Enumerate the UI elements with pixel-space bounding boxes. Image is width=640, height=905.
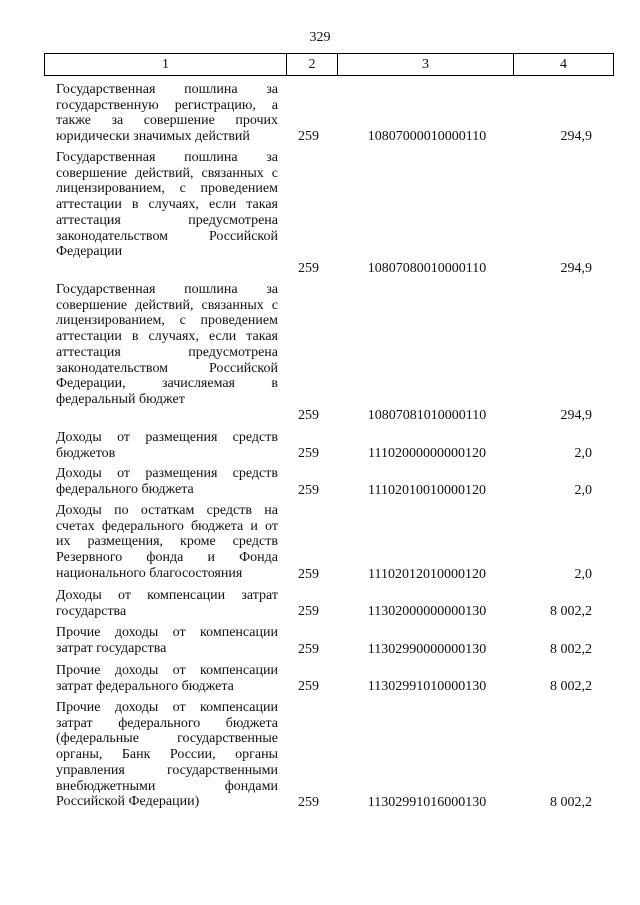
header-col-4: 4 xyxy=(560,56,567,72)
row-description: Государственная пошлина за совершение действий, связанных с лицензированием, с проведением аттестации в случаях, если такая аттестация предусмотрена законодательством Российской Федерации xyxy=(56,150,278,260)
row-description: Доходы от размещения средств федерального бюджета xyxy=(56,466,278,497)
row-kbk: 11302991010000130 xyxy=(367,679,487,694)
row-admin-code: 259 xyxy=(298,408,319,423)
row-admin-code: 259 xyxy=(298,446,319,461)
page-number: 329 xyxy=(309,30,331,45)
row-admin-code: 259 xyxy=(298,129,319,144)
row-kbk: 10807081010000110 xyxy=(367,408,487,423)
row-kbk: 11302991016000130 xyxy=(367,795,487,810)
row-amount: 8 002,2 xyxy=(550,642,592,657)
row-description: Прочие доходы от компенсации затрат государства xyxy=(56,625,278,656)
row-amount: 2,0 xyxy=(574,446,592,461)
row-admin-code: 259 xyxy=(298,604,319,619)
row-kbk: 11302990000000130 xyxy=(367,642,487,657)
row-admin-code: 259 xyxy=(298,261,319,276)
row-amount: 8 002,2 xyxy=(550,604,592,619)
row-amount: 294,9 xyxy=(560,261,592,276)
row-admin-code: 259 xyxy=(298,567,319,582)
row-kbk: 11102012010000120 xyxy=(368,567,486,582)
row-description: Прочие доходы от компенсации затрат федерального бюджета xyxy=(56,663,278,694)
row-admin-code: 259 xyxy=(298,795,319,810)
row-amount: 8 002,2 xyxy=(550,679,592,694)
header-col-1: 1 xyxy=(45,54,287,75)
row-description: Прочие доходы от компенсации затрат федерального бюджета (федеральные государственные органы, Банк России, органы управления государственными внебюджетными фондами Российской Федерации) xyxy=(56,700,278,810)
row-amount: 294,9 xyxy=(560,129,592,144)
row-kbk: 11302000000000130 xyxy=(367,604,487,619)
row-amount: 2,0 xyxy=(574,483,592,498)
row-description: Доходы от компенсации затрат государства xyxy=(56,588,278,619)
row-description: Доходы от размещения средств бюджетов xyxy=(56,430,278,461)
header-col-2: 2 xyxy=(287,54,338,75)
row-kbk: 11102010010000120 xyxy=(368,483,486,498)
row-description: Доходы по остаткам средств на счетах федерального бюджета и от их размещения, кроме средств Резервного фонда и Фонда национального благосостояния xyxy=(56,503,278,581)
row-description: Государственная пошлина за совершение действий, связанных с лицензированием, с проведением аттестации в случаях, если такая аттестация предусмотрена законодательством Российской Федерации, зачисляемая в федеральный бюджет xyxy=(56,282,278,407)
row-description: Государственная пошлина за государственную регистрацию, а также за совершение прочих юридически значимых действий xyxy=(56,82,278,145)
row-amount: 2,0 xyxy=(574,567,592,582)
row-admin-code: 259 xyxy=(298,679,319,694)
row-amount: 8 002,2 xyxy=(550,795,592,810)
header-col-3: 3 xyxy=(338,54,514,75)
row-admin-code: 259 xyxy=(298,483,319,498)
row-kbk: 11102000000000120 xyxy=(368,446,486,461)
row-kbk: 10807000010000110 xyxy=(367,129,487,144)
row-kbk: 10807080010000110 xyxy=(367,261,487,276)
row-amount: 294,9 xyxy=(560,408,592,423)
table-header xyxy=(44,53,614,76)
row-admin-code: 259 xyxy=(298,642,319,657)
